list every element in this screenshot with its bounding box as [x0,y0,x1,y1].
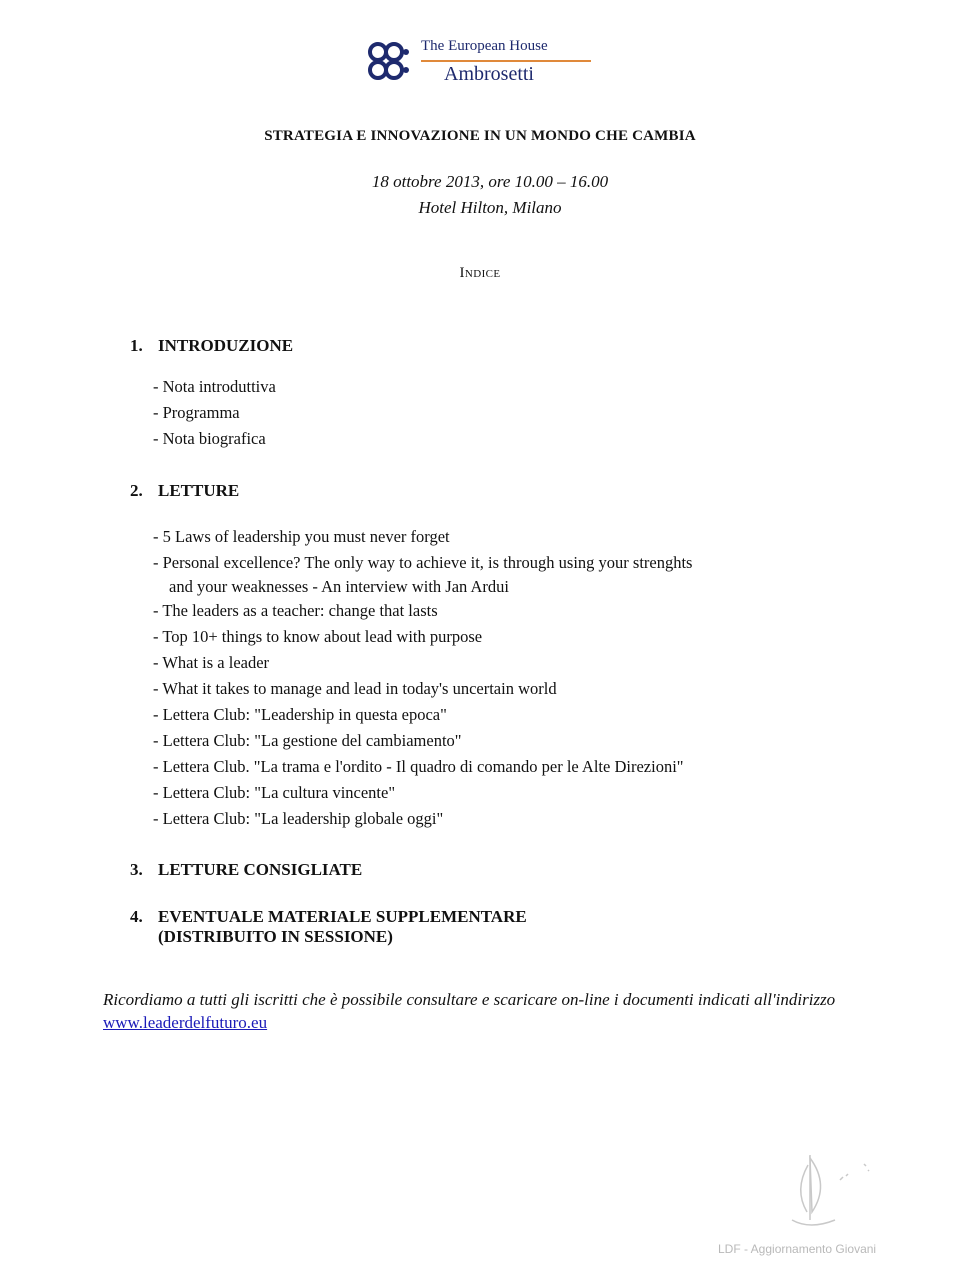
section-4-heading [130,907,527,947]
section-title: EVENTUALE MATERIALE SUPPLEMENTARE [158,907,527,926]
list-item: - Lettera Club: "La gestione del cambiamento" [153,731,462,750]
section-number: 2. [130,481,143,500]
list-item: - What is a leader [153,653,270,672]
section-2-heading [130,481,239,501]
section-title: INTRODUZIONE [158,336,294,355]
section-title: LETTURE [158,481,240,500]
sailboat-icon [780,1150,880,1240]
section-3-heading [130,860,362,880]
list-item: - The leaders as a teacher: change that lasts [153,601,438,620]
section-2-list [153,524,692,832]
list-item: - Nota biografica [153,429,266,448]
note-text: Ricordiamo a tutti gli iscritti che è possibile consultare e scaricare on-line i documenti indicati all'indirizzo [103,990,836,1009]
section-1-list [153,374,276,452]
list-item: - What it takes to manage and lead in today's uncertain world [153,679,557,698]
footer-label: LDF - Aggiornamento Giovani [718,1242,877,1256]
ambrosetti-logo-icon [366,40,416,84]
section-1-heading [130,336,293,356]
logo-text-top: The European House [421,38,548,54]
closing-note [103,988,863,1034]
list-item: - Lettera Club: "Leadership in questa epoca" [153,705,447,724]
section-number: 1. [130,336,143,355]
company-logo [366,36,598,92]
index-heading: Indice [459,265,501,281]
section-title: LETTURE CONSIGLIATE [158,860,363,879]
list-item: - 5 Laws of leadership you must never forget [153,527,450,546]
list-item: - Programma [153,403,240,422]
list-item: - Lettera Club: "La cultura vincente" [153,783,396,802]
document-title: STRATEGIA E INNOVAZIONE IN UN MONDO CHE CAMBIA [264,128,696,144]
list-item-continuation: and your weaknesses - An interview with Jan Ardui [169,577,510,596]
logo-divider [421,60,591,62]
list-item [153,550,692,598]
section-subtitle: (DISTRIBUITO IN SESSIONE) [158,927,393,946]
logo-text-bottom: Ambrosetti [444,63,534,85]
list-item: - Nota introduttiva [153,377,276,396]
list-item: - Lettera Club. "La trama e l'ordito - Il quadro di comando per le Alte Direzioni" [153,757,684,776]
list-item: - Lettera Club: "La leadership globale oggi" [153,809,444,828]
section-number: 4. [130,907,143,926]
event-date: 18 ottobre 2013, ore 10.00 – 16.00 [371,172,609,191]
section-number: 3. [130,860,143,879]
website-link[interactable]: www.leaderdelfuturo.eu [103,1013,268,1032]
event-venue: Hotel Hilton, Milano [418,198,562,217]
list-item: - Top 10+ things to know about lead with purpose [153,627,483,646]
list-item-text: - Personal excellence? The only way to achieve it, is through using your strenghts [153,553,693,572]
